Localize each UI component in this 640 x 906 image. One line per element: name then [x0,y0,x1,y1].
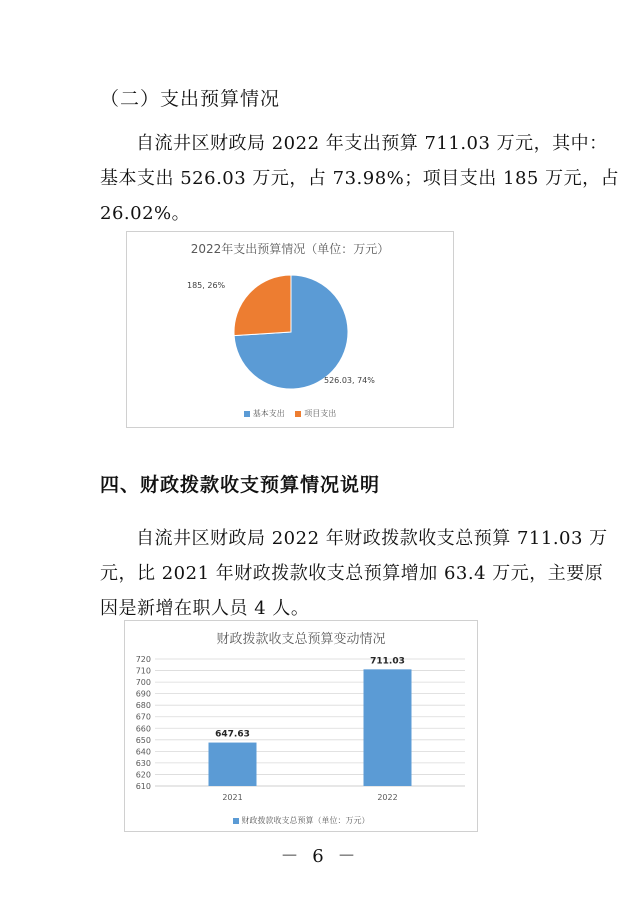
legend-item-basic [244,408,285,419]
y-tick-label: 650 [135,735,151,745]
paragraph-line: 自流井区财政局 2022 年财政拨款收支总预算 711.03 万 [136,528,608,549]
pie-slice-project [234,275,291,336]
page-number: － 6 － [280,846,360,867]
pie-chart-svg [127,232,453,427]
pie-label-basic: 526.03, 74% [324,376,375,385]
bar-2021 [209,743,257,786]
bar-chart-title: 财政拨款收支总预算变动情况 [216,632,386,647]
paragraph-line: 基本支出 526.03 万元，占 73.98%；项目支出 185 万元，占 [100,168,620,189]
y-tick-label: 610 [135,782,151,791]
legend-label: 财政拨款收支总预算（单位：万元） [241,816,370,825]
y-tick-label: 620 [135,770,151,780]
bar-data-label: 711.03 [370,656,405,667]
legend-swatch [244,411,250,417]
pie-label-project: 185, 26% [187,281,226,290]
y-tick-label: 700 [135,678,151,688]
bar-chart-container [124,620,478,832]
section-heading-fiscal-allocation: 四、财政拨款收支预算情况说明 [100,474,381,496]
legend-item-project [295,408,336,419]
bar-gridlines [155,659,465,786]
legend-label: 基本支出 [252,409,285,418]
legend-label: 项目支出 [304,409,337,418]
bar-2022 [364,669,412,786]
bar-legend [125,815,477,826]
bar-series [209,656,412,786]
y-tick-label: 680 [135,701,151,711]
y-tick-label: 670 [135,712,151,722]
bar-data-label: 647.63 [215,729,250,740]
legend-swatch [295,411,301,417]
y-tick-label: 710 [135,666,151,676]
y-tick-label: 640 [135,747,151,757]
fiscal-allocation-paragraph [100,521,608,626]
pie-chart-title: 2022年支出预算情况（单位：万元） [190,242,390,256]
pie-chart-container [126,231,454,428]
paragraph-line: 26.02%。 [100,203,191,224]
y-tick-label: 660 [135,724,151,734]
paragraph-line: 元，比 2021 年财政拨款收支总预算增加 63.4 万元，主要原 [100,563,604,584]
y-tick-label: 720 [135,655,151,664]
legend-item-total-budget [233,815,370,826]
bar-x-axis [222,793,397,802]
bar-chart-svg [125,621,477,831]
paragraph-line: 因是新增在职人员 4 人。 [100,598,310,619]
y-tick-label: 630 [135,758,151,768]
section-heading-expenditure: （二）支出预算情况 [100,88,281,110]
legend-swatch [233,818,239,824]
bar-y-axis [136,655,151,791]
expenditure-paragraph [100,126,620,231]
y-tick-label: 690 [135,689,151,699]
pie-legend [127,408,453,419]
paragraph-line: 自流井区财政局 2022 年支出预算 711.03 万元，其中： [136,133,608,154]
x-tick-label: 2021 [222,793,243,802]
x-tick-label: 2022 [377,793,398,802]
